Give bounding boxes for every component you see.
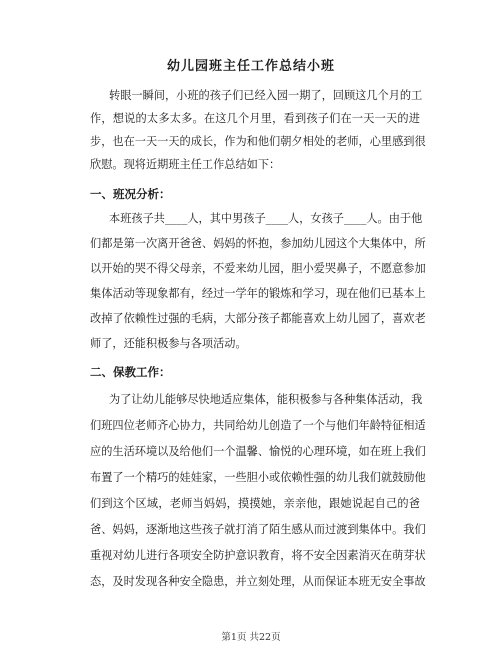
section1-line-6: 师了，还能积极参与各项活动。 (90, 337, 247, 350)
section1-line-5: 改掉了依赖性过强的毛病，大部分孩子都能喜欢上幼儿园了，喜欢老 (90, 312, 426, 325)
section1-line-4: 集体活动等现象都有，经过一学年的锻炼和学习，现在他们已基本上 (90, 287, 426, 300)
intro-line-2: 作，想说的太多太多。在这几个月里，看到孩子们在一天一天的进 (90, 112, 420, 125)
document-title: 幼儿园班主任工作总结小班 (166, 59, 335, 74)
section1-line-1: 本班孩子共____人，其中男孩子____人，女孩子____人。由于他 (109, 212, 423, 225)
section2-line-5: 们到这个区域，老师当妈妈，摸摸她，亲亲他，跟她说起自己的爸 (90, 497, 420, 510)
section2-line-6: 爸、妈妈，逐渐地这些孩子就打消了陌生感从而过渡到集体中。我们 (90, 523, 426, 536)
intro-line-1: 转眼一瞬间，小班的孩子们已经入园一期了，回顾这几个月的工 (109, 89, 423, 102)
section2-line-2: 们班四位老师齐心协力，共同给幼儿创造了一个与他们年龄特征相适 (90, 419, 426, 432)
section2-line-3: 应的生活环境以及给他们一个温馨、愉悦的心理环境，如在班上我们 (90, 445, 426, 458)
section1-line-3: 以开始的哭不得父母亲，不爱来幼儿园，胆小爱哭鼻子，不愿意参加 (90, 262, 426, 275)
section-heading-care-education: 二、保教工作： (90, 365, 171, 379)
section2-line-8: 态，及时发现各种安全隐患，并立刻处理，从而保证本班无安全事故 (90, 575, 426, 588)
section2-line-4: 布置了一个精巧的娃娃家，一些胆小或依赖性强的幼儿我们就鼓励他 (90, 471, 426, 484)
intro-line-4: 欣慰。现将近期班主任工作总结如下： (90, 158, 281, 171)
intro-line-3: 步，也在一天一天的成长，作为和他们朝夕相处的老师，心里感到很 (90, 135, 426, 148)
section2-line-7: 重视对幼儿进行各项安全防护意识教育，将不安全因素消灭在萌芽状 (90, 549, 426, 562)
page-footer: 第1页 共22页 (221, 632, 281, 643)
section1-line-2: 们都是第一次离开爸爸、妈妈的怀抱，参加幼儿园这个大集体中，所 (90, 237, 426, 250)
section2-line-1: 为了让幼儿能够尽快地适应集体，能积极参与各种集体活动，我 (109, 393, 423, 406)
section-heading-class-analysis: 一、班况分析： (90, 187, 171, 201)
